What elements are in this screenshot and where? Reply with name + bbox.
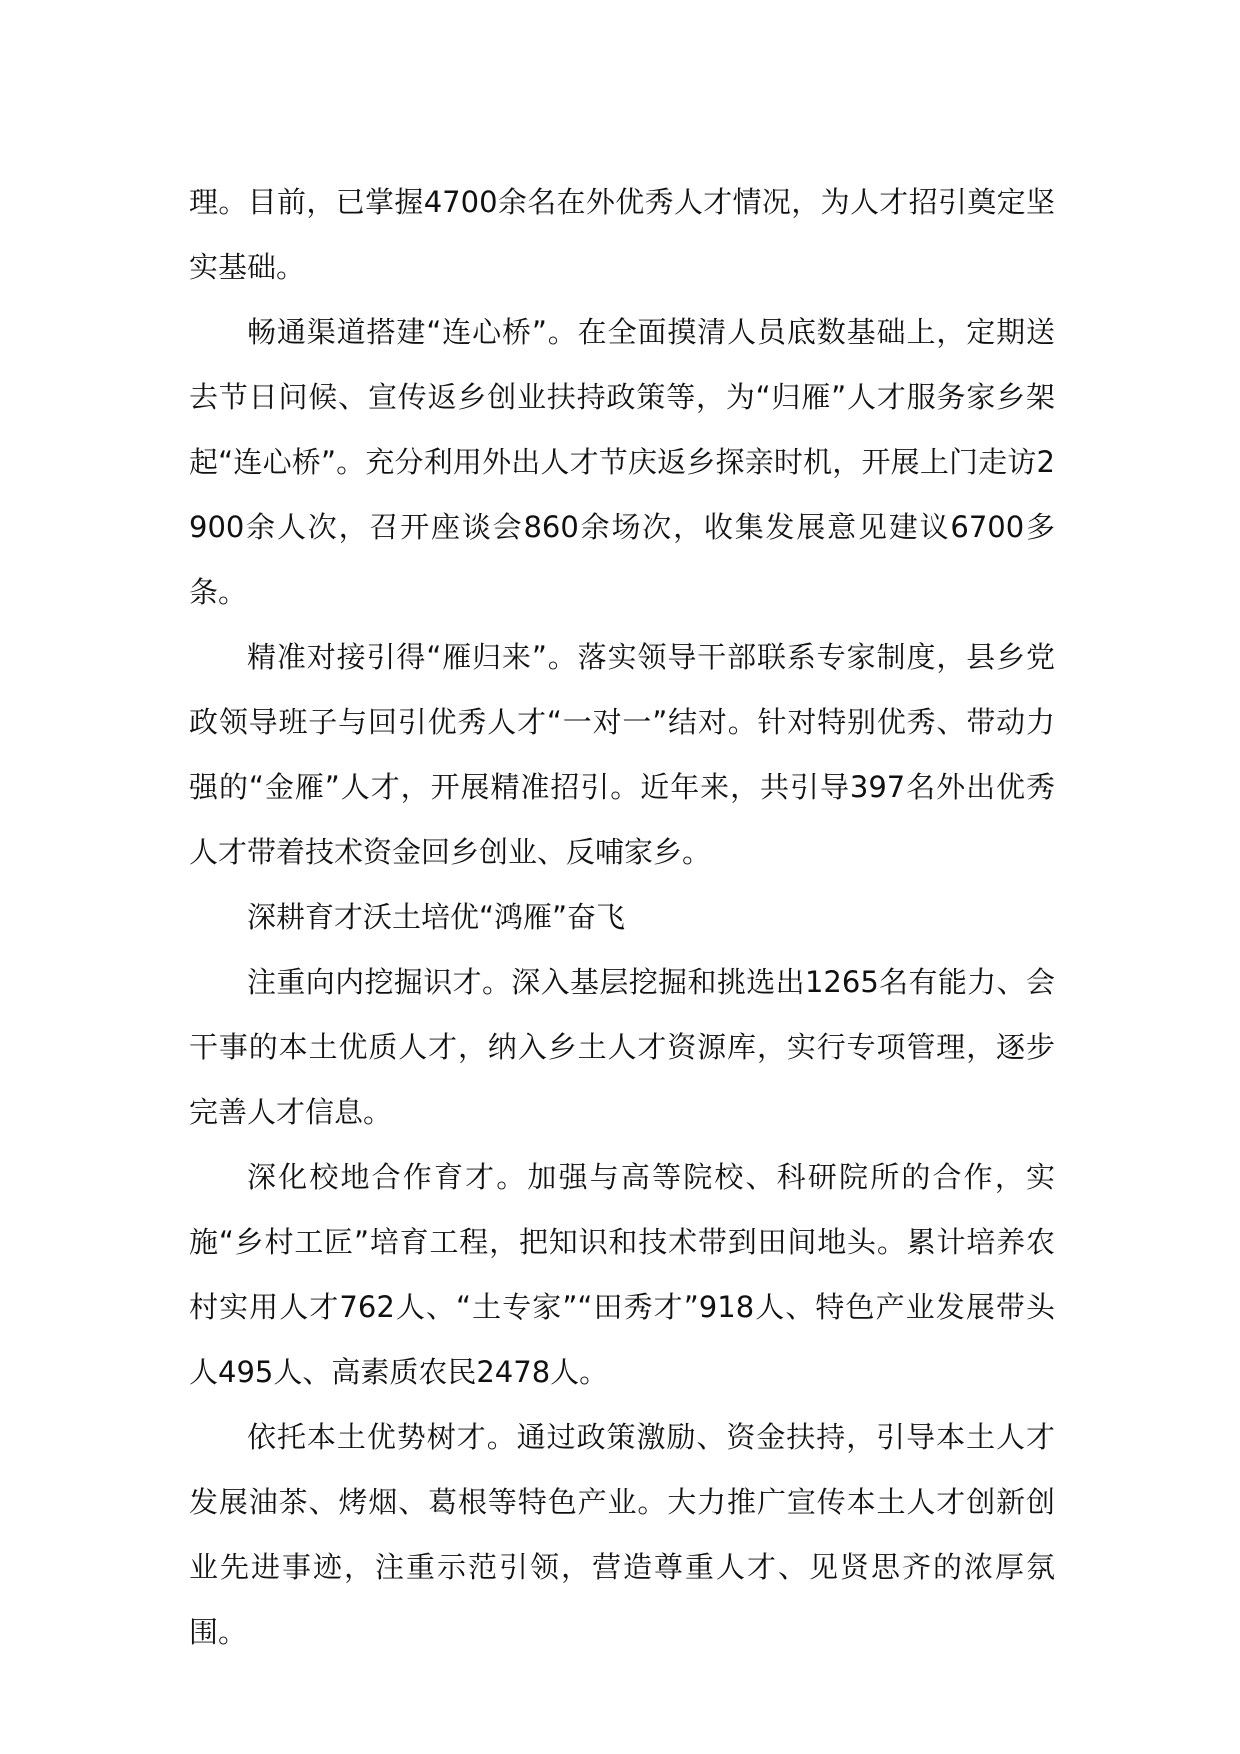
paragraph-cooperation: 深化校地合作育才。加强与高等院校、科研院所的合作，实施“乡村工匠”培育工程，把知识和技术带到田间地头。累计培养农村实用人才762人、“土专家”“田秀才”918人、特色产业发展带头人495人、高素质农民2478人。 bbox=[189, 1160, 1055, 1389]
paragraph-discover: 注重向内挖掘识才。深入基层挖掘和挑选出1265名有能力、会干事的本土优质人才，纳入乡土人才资源库，实行专项管理，逐步完善人才信息。 bbox=[189, 965, 1055, 1129]
section-heading: 深耕育才沃土培优“鸿雁”奋飞 bbox=[247, 900, 626, 934]
paragraph-local-advantage: 依托本土优势树才。通过政策激励、资金扶持，引导本土人才发展油茶、烤烟、葛根等特色产业。大力推广宣传本土人才创新创业先进事迹，注重示范引领，营造尊重人才、见贤思齐的浓厚氛围。 bbox=[189, 1420, 1055, 1649]
document-body bbox=[189, 170, 1055, 1665]
paragraph-return: 精准对接引得“雁归来”。落实领导干部联系专家制度，县乡党政领导班子与回引优秀人才“一对一”结对。针对特别优秀、带动力强的“金雁”人才，开展精准招引。近年来，共引导397名外出优秀人才带着技术资金回乡创业、反哺家乡。 bbox=[189, 640, 1055, 869]
paragraph-bridge: 畅通渠道搭建“连心桥”。在全面摸清人员底数基础上，定期送去节日问候、宣传返乡创业扶持政策等，为“归雁”人才服务家乡架起“连心桥”。充分利用外出人才节庆返乡探亲时机，开展上门走访2900余人次，召开座谈会860余场次，收集发展意见建议6700多条。 bbox=[189, 315, 1055, 609]
paragraph-intro-continued: 理。目前，已掌握4700余名在外优秀人才情况，为人才招引奠定坚实基础。 bbox=[189, 185, 1055, 284]
